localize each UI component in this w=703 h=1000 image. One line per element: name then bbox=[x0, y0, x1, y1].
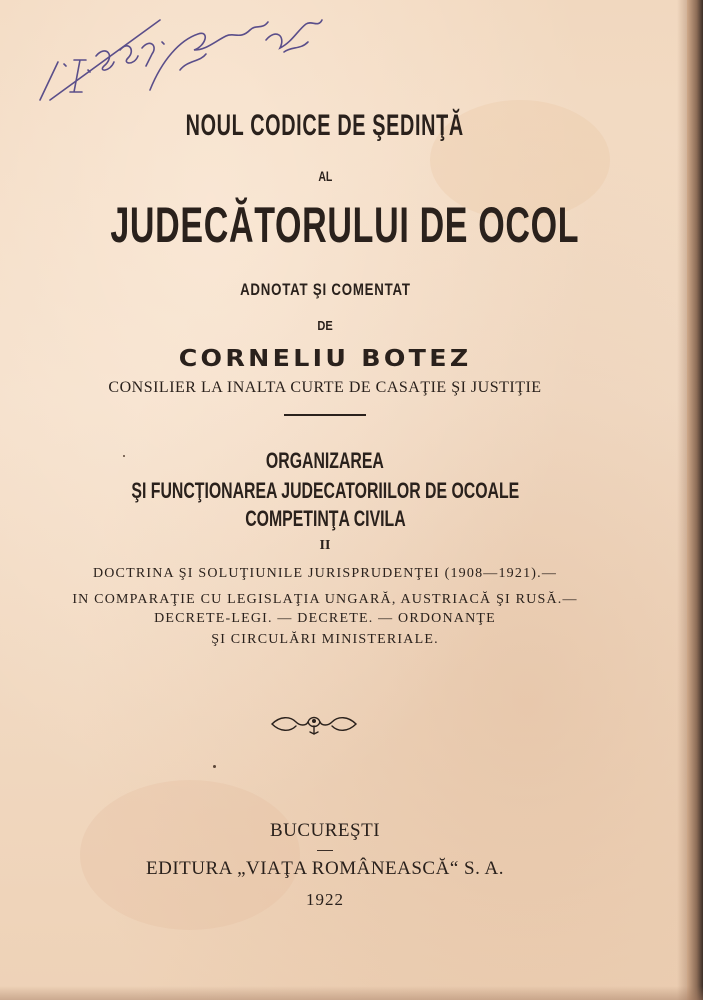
main-title: JUDECĂTORULUI DE OCOL bbox=[110, 197, 580, 253]
section-line-1: ORGANIZAREA bbox=[266, 448, 384, 473]
page-shadow bbox=[677, 0, 687, 1000]
publication-year: 1922 bbox=[306, 890, 344, 909]
subtitle: ADNOTAT ŞI COMENTAT bbox=[239, 280, 411, 299]
author-affiliation: CONSILIER LA INALTA CURTE DE CASAŢIE ŞI JUSTIŢIE bbox=[108, 379, 542, 396]
section-line-2: ŞI FUNCŢIONAREA JUDECATORIILOR DE OCOALE bbox=[131, 478, 519, 503]
imprint-divider bbox=[317, 850, 333, 851]
page-edge bbox=[687, 0, 703, 1000]
volume-number: II bbox=[319, 538, 331, 553]
publisher: EDITURA „VIAŢA ROMÂNEASCĂ“ S. A. bbox=[146, 858, 504, 879]
title-connector: AL bbox=[317, 168, 332, 184]
description-line-2: IN COMPARAŢIE CU LEGISLAŢIA UNGARĂ, AUSTRIACĂ ŞI RUSĂ.— bbox=[72, 592, 578, 607]
publication-city: BUCUREŞTI bbox=[269, 820, 381, 841]
page-bottom-shadow bbox=[0, 986, 703, 1000]
description-line-4: ŞI CIRCULĂRI MINISTERIALE. bbox=[211, 632, 439, 647]
title-line-1: NOUL CODICE DE ŞEDINŢĂ bbox=[185, 109, 465, 142]
description-line-3: DECRETE-LEGI. — DECRETE. — ORDONANŢE bbox=[154, 611, 496, 626]
ink-fleck bbox=[213, 765, 216, 768]
ink-fleck bbox=[123, 455, 125, 457]
author-name: CORNELIU BOTEZ bbox=[178, 346, 472, 372]
by-label: DE bbox=[317, 318, 333, 333]
section-line-3: COMPETINŢA CIVILA bbox=[244, 506, 406, 531]
description-line-1: DOCTRINA ŞI SOLUŢIUNILE JURISPRUDENŢEI (1908—1921).— bbox=[92, 566, 558, 581]
handwritten-annotation bbox=[30, 0, 350, 110]
ornament-icon bbox=[268, 712, 360, 736]
divider-rule bbox=[284, 414, 366, 416]
